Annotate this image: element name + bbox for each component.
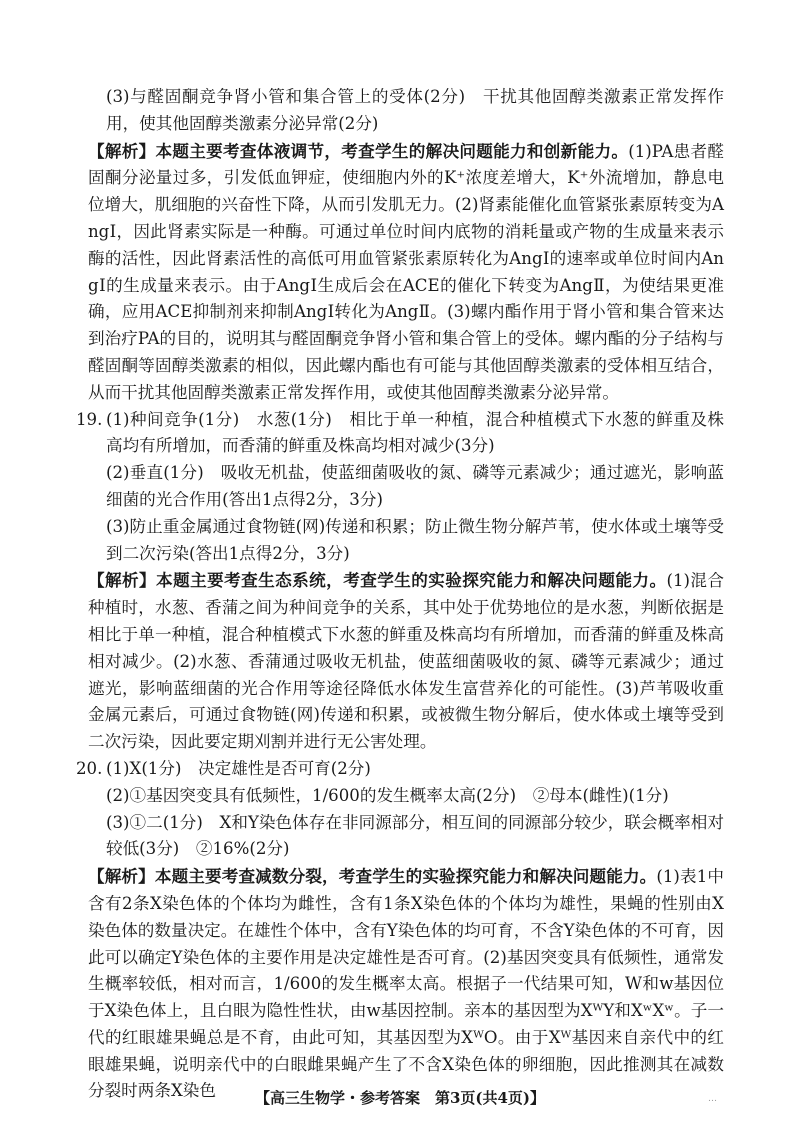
answer-20-2 [88, 783, 724, 810]
answer-text: (3)与醛固酮竞争肾小管和集合管上的受体(2分) 干扰其他固醇类激素正常发挥作用，使其他固醇类激素分泌异常(2分) [106, 87, 724, 133]
answer-20-3 [88, 810, 724, 864]
answer-content [76, 84, 725, 1105]
analysis-label: 【解析】本题主要考查体液调节，考查学生的解决问题能力和创新能力。 [88, 140, 629, 161]
analysis-18 [88, 138, 724, 407]
answer-text: (3)①二(1分) X和Y染色体存在非同源部分，相互间的同源部分较少，联会概率相对较低(3分) ②16%(2分) [106, 812, 724, 859]
analysis-19 [88, 567, 724, 756]
corner-mark: … [708, 1094, 717, 1104]
answer-18-3 [88, 84, 724, 138]
answer-text: (1)种间竞争(1分) 水葱(1分) 相比于单一种植，混合种植模式下水葱的鲜重及株高均有所增加，而香蒲的鲜重及株高均相对减少(3分) [106, 409, 724, 456]
analysis-text: (1)混合种植时，水葱、香蒲之间为种间竞争的关系，其中处于优势地位的是水葱，判断依据是相比于单一种植，混合种植模式下水葱的鲜重及株高均有所增加，而香蒲的鲜重及株高相对减少。(2)水葱、香蒲通过吸收无机盐，使蓝细菌吸收的氮、磷等元素减少；通过遮光，影响蓝细菌的光合作用等途径降低水体发生富营养化的可能性。(3)芦苇吸收重金属元素后，可通过食物链(网)传递和积累，或被微生物分解后，使水体或土壤等受到二次污染，因此要定期刈割并进行无公害处理。 [88, 571, 725, 752]
page-footer: 【高三生物学・参考答案 第3页(共4页)】 [254, 1089, 546, 1107]
answer-text: (3)防止重金属通过食物链(网)传递和积累；防止微生物分解芦苇，使水体或土壤等受到二次污染(答出1点得2分，3分) [106, 516, 724, 563]
analysis-20 [88, 863, 724, 1105]
answer-text: (1)X(1分) 决定雄性是否可育(2分) [106, 758, 371, 778]
answer-19-3 [88, 514, 724, 568]
analysis-label: 【解析】本题主要考查生态系统，考查学生的实验探究能力和解决问题能力。 [88, 570, 667, 591]
question-number: 20. [76, 758, 103, 778]
question-number: 19. [76, 409, 103, 429]
question-19-part-1 [76, 407, 724, 461]
analysis-text: (1)表1中含有2条X染色体的个体均为雌性，含有1条X染色体的个体均为雄性，果蝇的性别由X染色体的数量决定。在雄性个体中，含有Y染色体的均可育，不含Y染色体的不可育，因此可以确定Y染色体的主要作用是决定雄性是否可育。(2)基因突变具有低频性，通常发生概率较低，相对而言，1/600的发生概率太高。根据子一代结果可知，W和w基因位于X染色体上，且白眼为隐性性状，由w基因控制。亲本的基因型为XᵂY和XʷXʷ。子一代的红眼雄果蝇总是不育，由此可知，其基因型为XᵂO。由于Xᵂ基因来自亲代中的红眼雄果蝇，说明亲代中的白眼雌果蝇产生了不含X染色体的卵细胞，因此推测其在减数分裂时两条X染色 [88, 867, 725, 1101]
answer-text: (2)垂直(1分) 吸收无机盐，使蓝细菌吸收的氮、磷等元素减少；通过遮光，影响蓝细菌的光合作用(答出1点得2分，3分) [106, 463, 724, 509]
answer-19-2 [88, 460, 724, 514]
analysis-text: (1)PA患者醛固酮分泌量过多，引发低血钾症，使细胞内外的K⁺浓度差增大，K⁺外流增加，静息电位增大，肌细胞的兴奋性下降，从而引发肌无力。(2)肾素能催化血管紧张素原转变为AngⅠ，因此肾素实际是一种酶。可通过单位时间内底物的消耗量或产物的生成量来表示酶的活性，因此肾素活性的高低可用血管紧张素原转化为AngⅠ的速率或单位时间内AngⅠ的生成量来表示。由于AngⅠ生成后会在ACE的催化下转变为AngⅡ，为使结果更准确，应用ACE抑制剂来抑制AngⅠ转化为AngⅡ。(3)螺内酯作用于肾小管和集合管来达到治疗PA的目的，说明其与醛固酮竞争肾小管和集合管上的受体。螺内酯的分子结构与醛固酮等固醇类激素的相似，因此螺内酯也有可能与其他固醇类激素的受体相互结合，从而干扰其他固醇类激素正常发挥作用，或使其他固醇类激素分泌异常。 [88, 141, 724, 402]
question-20-part-1 [76, 756, 724, 783]
analysis-label: 【解析】本题主要考查减数分裂，考查学生的实验探究能力和解决问题能力。 [88, 866, 657, 887]
answer-text: (2)①基因突变具有低频性，1/600的发生概率太高(2分) ②母本(雌性)(1分) [106, 785, 669, 805]
